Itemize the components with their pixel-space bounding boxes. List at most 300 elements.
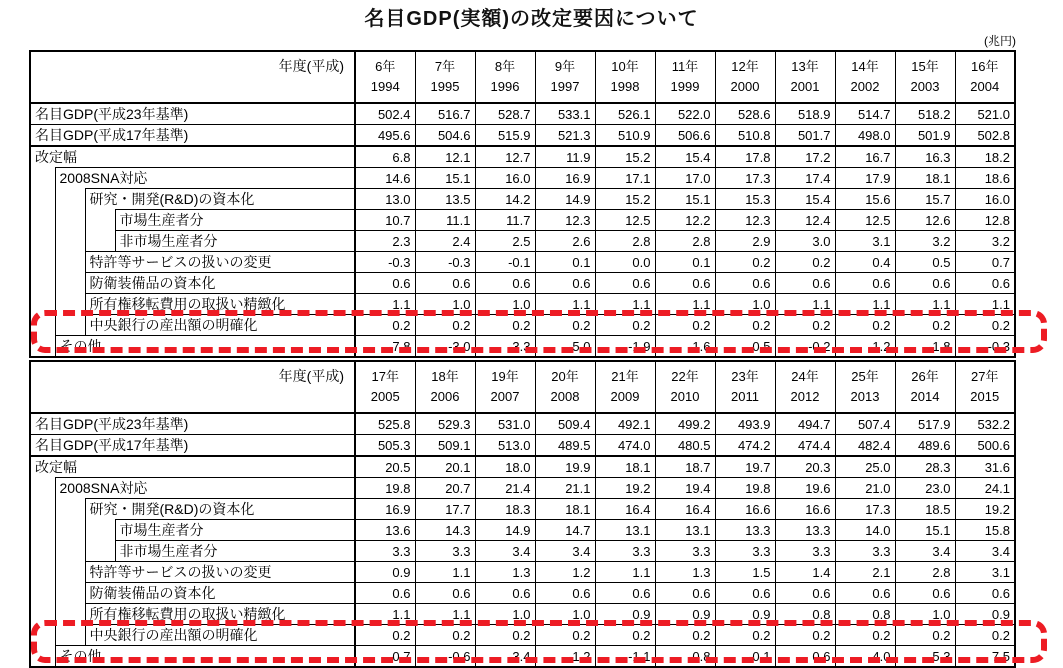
era-label: 12年 (731, 58, 759, 74)
value-cell: -3.4 (475, 646, 535, 668)
table-row (30, 413, 1015, 435)
value-cell: 3.4 (895, 541, 955, 562)
value-cell: 0.6 (775, 273, 835, 294)
value-cell: 7.5 (955, 646, 1015, 668)
value-cell: 11.1 (415, 210, 475, 231)
value-cell: 0.9 (955, 604, 1015, 625)
row-label: その他 (55, 336, 355, 358)
indent-channel (55, 541, 85, 562)
year-column-header (715, 361, 775, 413)
value-cell: 3.3 (835, 541, 895, 562)
year-column-header (475, 51, 535, 103)
value-cell: 495.6 (355, 125, 415, 147)
value-cell: 13.5 (415, 189, 475, 210)
value-cell: -0.1 (475, 252, 535, 273)
value-cell: 1.1 (535, 294, 595, 315)
value-cell: 15.1 (655, 189, 715, 210)
value-cell: 15.8 (955, 520, 1015, 541)
value-cell: 0.6 (775, 646, 835, 668)
value-cell: 0.2 (955, 315, 1015, 336)
value-cell: 14.7 (535, 520, 595, 541)
value-cell: 17.3 (835, 499, 895, 520)
row-label: 所有権移転費用の取扱い精緻化 (85, 604, 355, 625)
era-label: 21年 (611, 368, 639, 384)
value-cell: 493.9 (715, 413, 775, 435)
value-cell: 0.8 (775, 604, 835, 625)
value-cell: 1.1 (835, 294, 895, 315)
value-cell: 3.1 (835, 231, 895, 252)
value-cell: 15.4 (775, 189, 835, 210)
value-cell: 489.5 (535, 435, 595, 457)
value-cell: 0.6 (355, 583, 415, 604)
value-cell: 2.9 (715, 231, 775, 252)
year-label: 2009 (610, 389, 640, 404)
year-axis-label: 年度(平成) (30, 51, 355, 103)
era-label: 10年 (611, 58, 639, 74)
indent-channel (30, 478, 55, 499)
value-cell: 2.3 (355, 231, 415, 252)
year-label: 2011 (731, 389, 759, 404)
table-row (30, 604, 1015, 625)
value-cell: 3.2 (955, 231, 1015, 252)
value-cell: 0.2 (835, 625, 895, 646)
year-column-header (535, 361, 595, 413)
value-cell: 18.1 (895, 168, 955, 189)
value-cell: 1.5 (715, 562, 775, 583)
value-cell: 13.0 (355, 189, 415, 210)
value-cell: 15.1 (895, 520, 955, 541)
table-row (30, 125, 1015, 147)
value-cell: 0.6 (415, 583, 475, 604)
indent-channel (30, 252, 55, 273)
row-label: 名目GDP(平成23年基準) (30, 103, 355, 125)
value-cell: 509.4 (535, 413, 595, 435)
row-label: 非市場生産者分 (115, 231, 355, 252)
year-column-header (715, 51, 775, 103)
value-cell: 15.2 (595, 146, 655, 168)
value-cell: 0.6 (955, 583, 1015, 604)
value-cell: 15.7 (895, 189, 955, 210)
gdp-revision-table-1994-2004 (29, 50, 1016, 358)
value-cell: -0.6 (415, 646, 475, 668)
indent-channel (30, 273, 55, 294)
value-cell: 1.0 (895, 604, 955, 625)
value-cell: 521.3 (535, 125, 595, 147)
value-cell: 0.2 (595, 625, 655, 646)
value-cell: 502.4 (355, 103, 415, 125)
value-cell: 15.3 (715, 189, 775, 210)
value-cell: 12.4 (775, 210, 835, 231)
value-cell: 1.1 (415, 604, 475, 625)
value-cell: 14.2 (475, 189, 535, 210)
value-cell: 505.3 (355, 435, 415, 457)
indent-channel (85, 231, 115, 252)
row-label: 防衛装備品の資本化 (85, 583, 355, 604)
table-row (30, 168, 1015, 189)
value-cell: 12.3 (715, 210, 775, 231)
value-cell: 510.8 (715, 125, 775, 147)
era-label: 25年 (851, 368, 879, 384)
year-label: 1998 (610, 79, 640, 94)
value-cell: 18.5 (895, 499, 955, 520)
year-column-header (835, 361, 895, 413)
indent-channel (55, 294, 85, 315)
era-label: 23年 (731, 368, 759, 384)
value-cell: 19.7 (715, 456, 775, 478)
year-label: 1997 (550, 79, 580, 94)
row-label: 2008SNA対応 (55, 478, 355, 499)
value-cell: 3.2 (895, 231, 955, 252)
value-cell: 0.2 (655, 625, 715, 646)
value-cell: 510.9 (595, 125, 655, 147)
row-label: 中央銀行の産出額の明確化 (85, 625, 355, 646)
value-cell: 17.0 (655, 168, 715, 189)
year-column-header (955, 361, 1015, 413)
value-cell: 0.6 (715, 273, 775, 294)
value-cell: 28.3 (895, 456, 955, 478)
table-row (30, 583, 1015, 604)
value-cell: 0.6 (835, 583, 895, 604)
value-cell: 31.6 (955, 456, 1015, 478)
value-cell: 515.9 (475, 125, 535, 147)
indent-channel (55, 583, 85, 604)
value-cell: 1.1 (595, 562, 655, 583)
value-cell: 0.2 (535, 625, 595, 646)
value-cell: 0.6 (955, 273, 1015, 294)
row-label: 非市場生産者分 (115, 541, 355, 562)
value-cell: 17.1 (595, 168, 655, 189)
value-cell: 25.0 (835, 456, 895, 478)
gdp-revision-table-2005-2015 (29, 360, 1016, 668)
value-cell: 474.4 (775, 435, 835, 457)
value-cell: 12.7 (475, 146, 535, 168)
value-cell: 17.2 (775, 146, 835, 168)
value-cell: 1.0 (475, 604, 535, 625)
value-cell: 16.9 (355, 499, 415, 520)
indent-channel (55, 210, 85, 231)
value-cell: 3.4 (475, 541, 535, 562)
row-label: 名目GDP(平成23年基準) (30, 413, 355, 435)
value-cell: 521.0 (955, 103, 1015, 125)
table-row (30, 315, 1015, 336)
value-cell: 16.6 (715, 499, 775, 520)
indent-channel (30, 520, 55, 541)
value-cell: 13.3 (775, 520, 835, 541)
value-cell: 1.3 (655, 562, 715, 583)
indent-channel (85, 210, 115, 231)
value-cell: 21.0 (835, 478, 895, 499)
year-label: 1996 (490, 79, 520, 94)
era-label: 8年 (494, 58, 516, 74)
header-row (30, 51, 1015, 103)
value-cell: 19.4 (655, 478, 715, 499)
year-column-header (355, 361, 415, 413)
value-cell: 480.5 (655, 435, 715, 457)
table-row (30, 562, 1015, 583)
era-label: 17年 (371, 368, 399, 384)
value-cell: 502.8 (955, 125, 1015, 147)
value-cell: 13.3 (715, 520, 775, 541)
value-cell: 19.2 (595, 478, 655, 499)
indent-channel (30, 168, 55, 189)
era-label: 16年 (971, 58, 999, 74)
indent-channel (55, 189, 85, 210)
indent-channel (30, 210, 55, 231)
value-cell: 0.6 (715, 583, 775, 604)
era-label: 13年 (791, 58, 819, 74)
value-cell: 0.2 (715, 252, 775, 273)
table-row (30, 478, 1015, 499)
row-label: 改定幅 (30, 146, 355, 168)
era-label: 15年 (911, 58, 939, 74)
indent-channel (30, 189, 55, 210)
value-cell: 2.5 (475, 231, 535, 252)
value-cell: 19.8 (355, 478, 415, 499)
year-label: 2000 (730, 79, 760, 94)
value-cell: 3.3 (655, 541, 715, 562)
year-column-header (655, 361, 715, 413)
value-cell: 12.5 (595, 210, 655, 231)
table-row (30, 146, 1015, 168)
indent-channel (55, 315, 85, 336)
row-label: 所有権移転費用の取扱い精緻化 (85, 294, 355, 315)
indent-channel (30, 562, 55, 583)
year-column-header (895, 51, 955, 103)
value-cell: 1.1 (355, 604, 415, 625)
value-cell: 0.2 (775, 625, 835, 646)
indent-channel (55, 252, 85, 273)
row-label: 改定幅 (30, 456, 355, 478)
table-row (30, 210, 1015, 231)
value-cell: 528.6 (715, 103, 775, 125)
value-cell: 19.6 (775, 478, 835, 499)
year-label: 2003 (910, 79, 940, 94)
era-label: 26年 (911, 368, 939, 384)
indent-channel (30, 625, 55, 646)
value-cell: 14.3 (415, 520, 475, 541)
value-cell: 0.5 (715, 336, 775, 358)
year-column-header (955, 51, 1015, 103)
indent-channel (30, 541, 55, 562)
indent-channel (30, 499, 55, 520)
value-cell: 0.2 (955, 625, 1015, 646)
value-cell: 11.7 (475, 210, 535, 231)
table-row (30, 273, 1015, 294)
year-column-header (835, 51, 895, 103)
value-cell: 18.7 (655, 456, 715, 478)
value-cell: -1.1 (595, 646, 655, 668)
value-cell: 3.3 (715, 541, 775, 562)
value-cell: 16.4 (655, 499, 715, 520)
value-cell: 4.0 (835, 646, 895, 668)
value-cell: 504.6 (415, 125, 475, 147)
row-label: 防衛装備品の資本化 (85, 273, 355, 294)
value-cell: -1.8 (895, 336, 955, 358)
value-cell: 517.9 (895, 413, 955, 435)
era-label: 19年 (491, 368, 519, 384)
value-cell: 0.6 (535, 583, 595, 604)
value-cell: 1.0 (475, 294, 535, 315)
table-row (30, 499, 1015, 520)
value-cell: 1.4 (775, 562, 835, 583)
value-cell: 0.2 (475, 625, 535, 646)
value-cell: 3.4 (535, 541, 595, 562)
value-cell: 17.9 (835, 168, 895, 189)
indent-channel (30, 604, 55, 625)
value-cell: 24.1 (955, 478, 1015, 499)
value-cell: 3.3 (775, 541, 835, 562)
page-title: 名目GDP(実額)の改定要因について (364, 8, 699, 30)
value-cell: 1.1 (955, 294, 1015, 315)
indent-channel (30, 315, 55, 336)
row-label: 市場生産者分 (115, 210, 355, 231)
year-label: 2005 (370, 389, 400, 404)
value-cell: 507.4 (835, 413, 895, 435)
year-label: 2004 (970, 79, 1000, 94)
value-cell: 1.1 (775, 294, 835, 315)
value-cell: 17.4 (775, 168, 835, 189)
era-label: 14年 (851, 58, 879, 74)
value-cell: 16.4 (595, 499, 655, 520)
value-cell: 15.1 (415, 168, 475, 189)
value-cell: 2.8 (595, 231, 655, 252)
value-cell: 0.6 (595, 583, 655, 604)
value-cell: -1.6 (655, 336, 715, 358)
indent-channel (55, 499, 85, 520)
value-cell: 16.6 (775, 499, 835, 520)
value-cell: 500.6 (955, 435, 1015, 457)
value-cell: -1.2 (535, 646, 595, 668)
value-cell: 514.7 (835, 103, 895, 125)
year-label: 2001 (790, 79, 820, 94)
table-row-highlighted (30, 336, 1015, 358)
value-cell: 0.9 (355, 562, 415, 583)
value-cell: 1.0 (535, 604, 595, 625)
value-cell: 1.1 (655, 294, 715, 315)
value-cell: -1.2 (835, 336, 895, 358)
value-cell: 0.9 (715, 604, 775, 625)
value-cell: 20.5 (355, 456, 415, 478)
value-cell: -0.3 (955, 336, 1015, 358)
value-cell: 474.2 (715, 435, 775, 457)
value-cell: 499.2 (655, 413, 715, 435)
value-cell: 532.2 (955, 413, 1015, 435)
row-label: 市場生産者分 (115, 520, 355, 541)
row-label: 特許等サービスの扱いの変更 (85, 252, 355, 273)
value-cell: 0.2 (835, 315, 895, 336)
indent-channel (55, 604, 85, 625)
value-cell: 0.2 (715, 315, 775, 336)
value-cell: 2.8 (895, 562, 955, 583)
value-cell: 0.6 (355, 273, 415, 294)
indent-channel (30, 336, 55, 358)
value-cell: 0.4 (835, 252, 895, 273)
value-cell: 522.0 (655, 103, 715, 125)
year-label: 2010 (670, 389, 700, 404)
year-column-header (775, 361, 835, 413)
value-cell: 1.2 (535, 562, 595, 583)
row-label: 中央銀行の産出額の明確化 (85, 315, 355, 336)
year-column-header (355, 51, 415, 103)
value-cell: -0.1 (715, 646, 775, 668)
value-cell: 0.2 (535, 315, 595, 336)
year-column-header (415, 361, 475, 413)
value-cell: 2.6 (535, 231, 595, 252)
year-label: 1995 (430, 79, 460, 94)
year-column-header (775, 51, 835, 103)
value-cell: 501.7 (775, 125, 835, 147)
value-cell: 20.7 (415, 478, 475, 499)
year-label: 2012 (790, 389, 820, 404)
value-cell: 0.2 (595, 315, 655, 336)
value-cell: 0.6 (415, 273, 475, 294)
table-row (30, 541, 1015, 562)
value-cell: 1.0 (715, 294, 775, 315)
value-cell: 12.1 (415, 146, 475, 168)
header-row (30, 361, 1015, 413)
value-cell: 18.3 (475, 499, 535, 520)
value-cell: 501.9 (895, 125, 955, 147)
value-cell: 18.2 (955, 146, 1015, 168)
table-row (30, 520, 1015, 541)
table-row-highlighted (30, 646, 1015, 668)
year-column-header (595, 51, 655, 103)
value-cell: 21.1 (535, 478, 595, 499)
value-cell: 0.6 (475, 273, 535, 294)
year-label: 2015 (970, 389, 1000, 404)
year-axis-label: 年度(平成) (30, 361, 355, 413)
value-cell: 1.1 (355, 294, 415, 315)
value-cell: 13.1 (655, 520, 715, 541)
year-label: 2006 (430, 389, 460, 404)
row-label: 2008SNA対応 (55, 168, 355, 189)
value-cell: 494.7 (775, 413, 835, 435)
value-cell: 14.9 (475, 520, 535, 541)
value-cell: 498.0 (835, 125, 895, 147)
indent-channel (55, 231, 85, 252)
year-label: 2007 (490, 389, 520, 404)
value-cell: 533.1 (535, 103, 595, 125)
value-cell: 0.2 (895, 315, 955, 336)
indent-channel (55, 273, 85, 294)
value-cell: 0.6 (895, 583, 955, 604)
value-cell: 0.6 (655, 583, 715, 604)
value-cell: 1.1 (415, 562, 475, 583)
value-cell: 3.3 (355, 541, 415, 562)
value-cell: 17.3 (715, 168, 775, 189)
value-cell: 16.3 (895, 146, 955, 168)
value-cell: -0.3 (355, 252, 415, 273)
value-cell: 0.2 (415, 625, 475, 646)
indent-channel (30, 646, 55, 668)
value-cell: 18.0 (475, 456, 535, 478)
value-cell: 15.2 (595, 189, 655, 210)
value-cell: -0.8 (655, 646, 715, 668)
value-cell: 12.6 (895, 210, 955, 231)
value-cell: 518.2 (895, 103, 955, 125)
value-cell: 0.6 (655, 273, 715, 294)
value-cell: 12.2 (655, 210, 715, 231)
year-label: 1999 (670, 79, 700, 94)
era-label: 24年 (791, 368, 819, 384)
row-label: 名目GDP(平成17年基準) (30, 435, 355, 457)
value-cell: 0.6 (835, 273, 895, 294)
value-cell: 3.3 (595, 541, 655, 562)
year-column-header (415, 51, 475, 103)
year-label: 2013 (850, 389, 880, 404)
value-cell: 0.0 (595, 252, 655, 273)
value-cell: 0.6 (475, 583, 535, 604)
